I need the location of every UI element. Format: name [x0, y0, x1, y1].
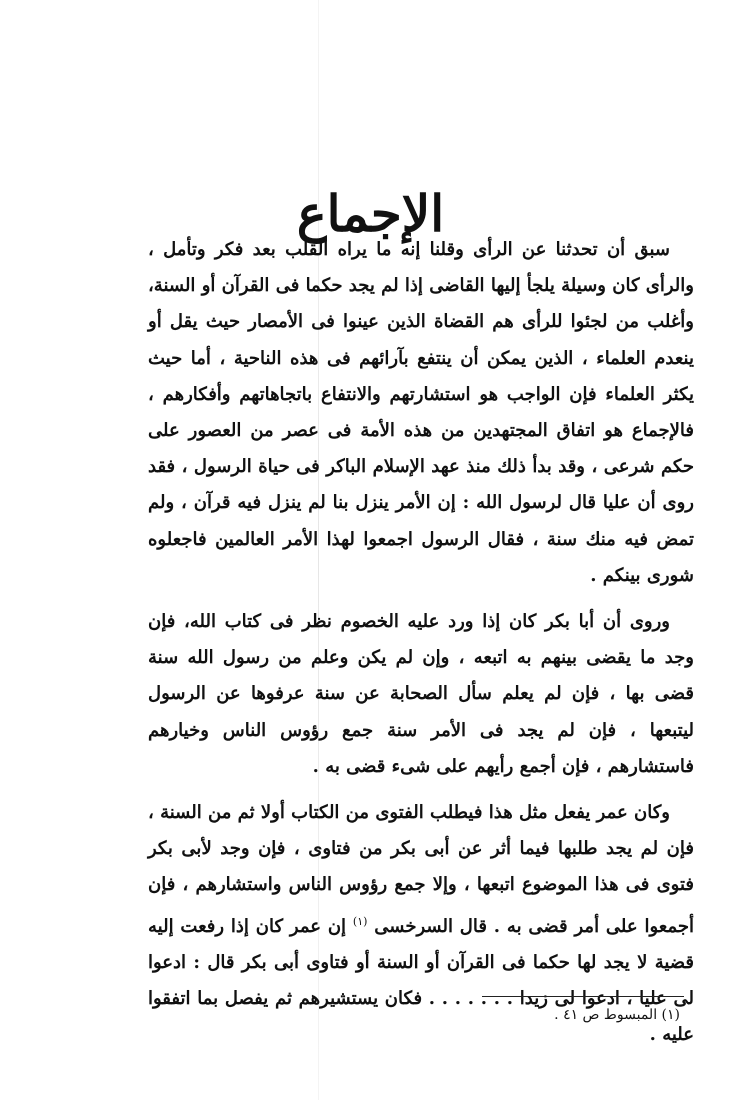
- footnote-divider: [482, 996, 684, 997]
- body-text: [148, 232, 694, 1053]
- footnote-reference: (١): [352, 914, 368, 928]
- paragraph-text-tail: إن عمر كان إذا رفعت إليه قضية لا يجد لها حكما فى القرآن أو السنة أو فتاوى أبى بكر قال : ادعوا لى عليا ، ادعوا لى زيدا . . . . . . . فكان يستشيرهم ثم يفصل بما اتفقوا عليه .: [148, 915, 694, 1046]
- paragraph: سبق أن تحدثنا عن الرأى وقلنا إنه ما يراه القلب بعد فكر وتأمل ، والرأى كان وسيلة يلجأ إليها القاضى إذا لم يجد حكما فى القرآن أو السنة، وأغلب من لجئوا للرأى هم القضاة الذين عينوا فى الأمصار حيث يقل أو ينعدم العلماء ، الذين يمكن أن ينتفع بآرائهم فى هذه الناحية ، أما حيث يكثر العلماء فإن الواجب هو استشارتهم والانتفاع باتجاهاتهم وأفكارهم ، فالإجماع هو اتفاق المجتهدين من هذه الأمة فى عصر من العصور على حكم شرعى ، وقد بدأ ذلك منذ عهد الإسلام الباكر فى حياة الرسول ، فقد روى أن عليا قال لرسول الله : إن الأمر ينزل بنا لم ينزل فيه قرآن ، ولم تمض فيه منك سنة ، فقال الرسول اجمعوا لهذا الأمر العالمين فاجعلوه شورى بينكم .: [148, 239, 694, 586]
- paragraph: وروى أن أبا بكر كان إذا ورد عليه الخصوم نظر فى كتاب الله، فإن وجد ما يقضى بينهم به اتبعه ، وإن لم يكن وعلم من رسول الله سنة قضى بها ، فإن لم يعلم سأل الصحابة عن سنة عرفوها عن الرسول ليتبعها ، فإن لم يجد فى الأمر سنة جمع رؤوس الناس وخيارهم فاستشارهم ، فإن أجمع رأيهم على شىء قضى به .: [148, 611, 694, 777]
- chapter-title: الإجماع: [296, 183, 445, 243]
- footnote: (١) المبسوط ص ٤١ .: [554, 1007, 680, 1023]
- paragraph-text: وكان عمر يفعل مثل هذا فيطلب الفتوى من الكتاب أولا ثم من السنة ، فإن لم يجد طلبها فيما أثر عن أبى بكر من فتاوى ، فإن وجد لأبى بكر فتوى فى هذا الموضوع اتبعها ، وإلا جمع رؤوس الناس واستشارهم ، فإن أجمعوا على أمر قضى به . قال السرخسى: [148, 802, 694, 937]
